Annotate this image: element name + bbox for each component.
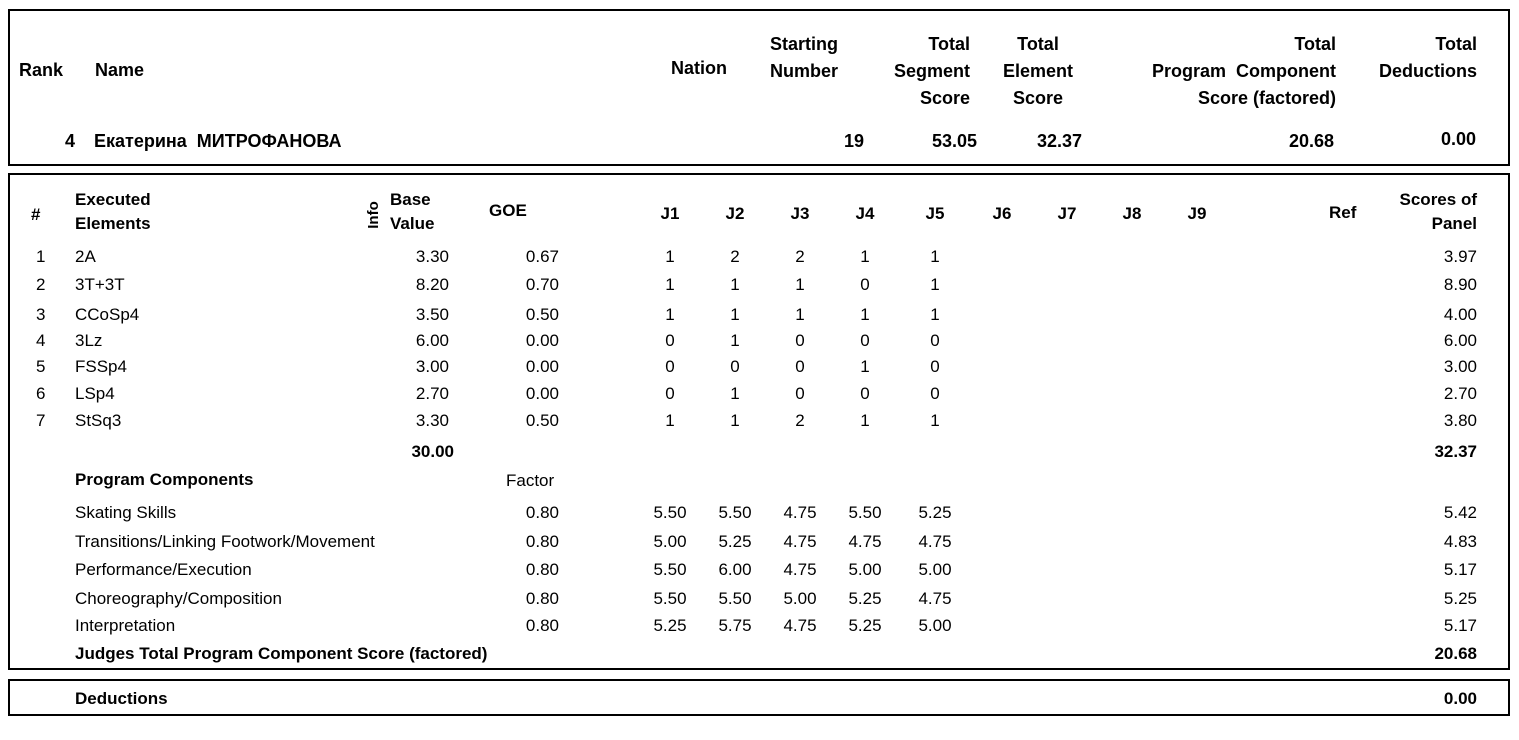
- element-base-value: 3.50: [415, 305, 449, 324]
- element-judge-score: 0: [665, 331, 675, 350]
- element-judge-score: 1: [665, 305, 675, 324]
- element-judge-score: 0: [795, 384, 805, 403]
- judge-header-9: J9: [1187, 204, 1207, 223]
- skater-total-deductions: 0.00: [1440, 129, 1476, 149]
- component-judge-score: 5.00: [918, 560, 952, 579]
- component-factor: 0.80: [525, 616, 559, 635]
- element-judge-score: 0: [930, 331, 940, 350]
- deductions-box: [8, 679, 1510, 716]
- element-judge-score: 1: [795, 275, 805, 294]
- component-judge-score: 4.75: [783, 560, 817, 579]
- element-base-value: 2.70: [415, 384, 449, 403]
- element-name: 2A: [75, 247, 96, 266]
- component-panel-score: 5.42: [1443, 503, 1477, 522]
- element-panel-score: 6.00: [1443, 331, 1477, 350]
- element-base-value: 3.00: [415, 357, 449, 376]
- starting-number-header: Starting Number: [770, 34, 839, 81]
- element-judge-score: 1: [860, 247, 870, 266]
- element-base-value: 6.00: [415, 331, 449, 350]
- component-name: Interpretation: [75, 616, 176, 635]
- rank-header: Rank: [19, 60, 64, 80]
- element-panel-score: 3.97: [1443, 247, 1477, 266]
- element-judge-score: 1: [795, 305, 805, 324]
- element-base-value: 3.30: [415, 411, 449, 430]
- component-judge-score: 5.25: [718, 532, 752, 551]
- element-name: StSq3: [75, 411, 122, 430]
- element-goe: 0.00: [525, 331, 559, 350]
- goe-header: GOE: [489, 201, 527, 220]
- element-name: 3T+3T: [75, 275, 125, 294]
- element-judge-score: 1: [930, 305, 940, 324]
- factor-header: Factor: [506, 471, 555, 490]
- component-judge-score: 5.25: [848, 589, 882, 608]
- component-judge-score: 4.75: [783, 616, 817, 635]
- deductions-label: Deductions: [75, 689, 168, 708]
- elements-score-total: 32.37: [1434, 442, 1477, 461]
- total-element-score-header: Total Element Score: [1002, 34, 1074, 108]
- judge-header-6: J6: [992, 204, 1012, 223]
- element-panel-score: 8.90: [1443, 275, 1477, 294]
- element-judge-score: 0: [665, 384, 675, 403]
- component-judge-score: 5.50: [718, 589, 752, 608]
- element-judge-score: 1: [930, 247, 940, 266]
- name-header: Name: [95, 60, 145, 80]
- element-number: 6: [36, 384, 46, 403]
- judge-header-7: J7: [1057, 204, 1077, 223]
- element-panel-score: 3.00: [1443, 357, 1477, 376]
- scores-of-panel-header: Scores of Panel: [1399, 190, 1477, 233]
- element-judge-score: 1: [930, 275, 940, 294]
- component-factor: 0.80: [525, 532, 559, 551]
- component-judge-score: 5.00: [918, 616, 952, 635]
- element-judge-score: 0: [860, 331, 870, 350]
- component-factor: 0.80: [525, 503, 559, 522]
- skater-total-segment-score: 53.05: [931, 131, 977, 151]
- component-judge-score: 5.75: [718, 616, 752, 635]
- element-judge-score: 1: [930, 411, 940, 430]
- element-goe: 0.50: [525, 305, 559, 324]
- component-judge-score: 5.50: [848, 503, 882, 522]
- component-name: Performance/Execution: [75, 560, 252, 579]
- component-name: Skating Skills: [75, 503, 177, 522]
- element-judge-score: 0: [860, 384, 870, 403]
- component-judge-score: 5.00: [653, 532, 687, 551]
- component-panel-score: 5.25: [1443, 589, 1477, 608]
- components-total-label: Judges Total Program Component Score (factored): [75, 644, 488, 663]
- element-judge-score: 0: [930, 357, 940, 376]
- element-panel-score: 3.80: [1443, 411, 1477, 430]
- component-panel-score: 5.17: [1443, 560, 1477, 579]
- component-judge-score: 4.75: [783, 503, 817, 522]
- element-name: 3Lz: [75, 331, 103, 350]
- element-judge-score: 1: [730, 331, 740, 350]
- skater-total-pcs: 20.68: [1288, 131, 1334, 151]
- element-panel-score: 4.00: [1443, 305, 1477, 324]
- component-factor: 0.80: [525, 589, 559, 608]
- elements-base-total: 30.00: [411, 442, 454, 461]
- component-factor: 0.80: [525, 560, 559, 579]
- element-judge-score: 0: [860, 275, 870, 294]
- component-judge-score: 4.75: [918, 532, 952, 551]
- element-number: 7: [36, 411, 46, 430]
- component-judge-score: 5.50: [653, 503, 687, 522]
- element-base-value: 8.20: [415, 275, 449, 294]
- element-judge-score: 0: [665, 357, 675, 376]
- component-name: Transitions/Linking Footwork/Movement: [75, 532, 375, 551]
- element-judge-score: 1: [665, 411, 675, 430]
- element-judge-score: 1: [860, 305, 870, 324]
- component-judge-score: 5.50: [653, 560, 687, 579]
- total-deductions-header: Total Deductions: [1378, 34, 1477, 81]
- judge-header-1: J1: [660, 204, 680, 223]
- element-judge-score: 1: [730, 275, 740, 294]
- base-value-header: Base Value: [390, 190, 435, 233]
- component-judge-score: 5.25: [848, 616, 882, 635]
- skater-rank: 4: [64, 131, 75, 151]
- element-judge-score: 2: [795, 411, 805, 430]
- component-panel-score: 4.83: [1443, 532, 1477, 551]
- component-judge-score: 5.25: [918, 503, 952, 522]
- element-number: 1: [36, 247, 46, 266]
- element-base-value: 3.30: [415, 247, 449, 266]
- element-goe: 0.70: [525, 275, 559, 294]
- judge-header-3: J3: [790, 204, 810, 223]
- skater-total-element-score: 32.37: [1036, 131, 1082, 151]
- element-goe: 0.00: [525, 384, 559, 403]
- judge-header-2: J2: [725, 204, 745, 223]
- element-name: FSSp4: [75, 357, 127, 376]
- element-judge-score: 0: [795, 357, 805, 376]
- component-judge-score: 5.50: [653, 589, 687, 608]
- judge-header-4: J4: [855, 204, 875, 223]
- executed-elements-header: Executed Elements: [75, 190, 151, 233]
- component-judge-score: 5.00: [848, 560, 882, 579]
- skater-name: Екатерина МИТРОФАНОВА: [94, 131, 342, 151]
- element-judge-score: 0: [795, 331, 805, 350]
- element-name: CCoSp4: [75, 305, 140, 324]
- element-judge-score: 0: [730, 357, 740, 376]
- nation-header: Nation: [671, 58, 727, 78]
- component-judge-score: 4.75: [848, 532, 882, 551]
- deductions-score: 0.00: [1443, 689, 1477, 708]
- element-number: 5: [36, 357, 46, 376]
- element-judge-score: 0: [930, 384, 940, 403]
- total-pcs-header: Total Program Component Score (factored): [1151, 34, 1336, 108]
- element-panel-score: 2.70: [1443, 384, 1477, 403]
- element-judge-score: 1: [665, 247, 675, 266]
- element-judge-score: 1: [730, 384, 740, 403]
- element-judge-score: 1: [730, 305, 740, 324]
- component-judge-score: 4.75: [783, 532, 817, 551]
- element-judge-score: 1: [860, 357, 870, 376]
- element-number-header: #: [31, 205, 41, 224]
- element-goe: 0.67: [525, 247, 559, 266]
- element-judge-score: 2: [795, 247, 805, 266]
- component-panel-score: 5.17: [1443, 616, 1477, 635]
- component-judge-score: 6.00: [718, 560, 752, 579]
- element-goe: 0.50: [525, 411, 559, 430]
- info-header: Info: [365, 201, 382, 229]
- total-segment-score-header: Total Segment Score: [893, 34, 970, 108]
- element-judge-score: 1: [860, 411, 870, 430]
- element-judge-score: 1: [730, 411, 740, 430]
- element-number: 2: [36, 275, 46, 294]
- judge-header-8: J8: [1122, 204, 1142, 223]
- element-number: 4: [36, 331, 46, 350]
- element-judge-score: 1: [665, 275, 675, 294]
- judge-header-5: J5: [925, 204, 945, 223]
- component-judge-score: 5.25: [653, 616, 687, 635]
- element-name: LSp4: [75, 384, 115, 403]
- skater-starting-number: 19: [843, 131, 864, 151]
- element-judge-score: 2: [730, 247, 740, 266]
- component-judge-score: 4.75: [918, 589, 952, 608]
- program-components-header: Program Components: [75, 470, 254, 489]
- component-name: Choreography/Composition: [75, 589, 282, 608]
- components-total-score: 20.68: [1434, 644, 1477, 663]
- element-number: 3: [36, 305, 46, 324]
- component-judge-score: 5.00: [783, 589, 817, 608]
- element-goe: 0.00: [525, 357, 559, 376]
- ref-header: Ref: [1329, 203, 1357, 222]
- component-judge-score: 5.50: [718, 503, 752, 522]
